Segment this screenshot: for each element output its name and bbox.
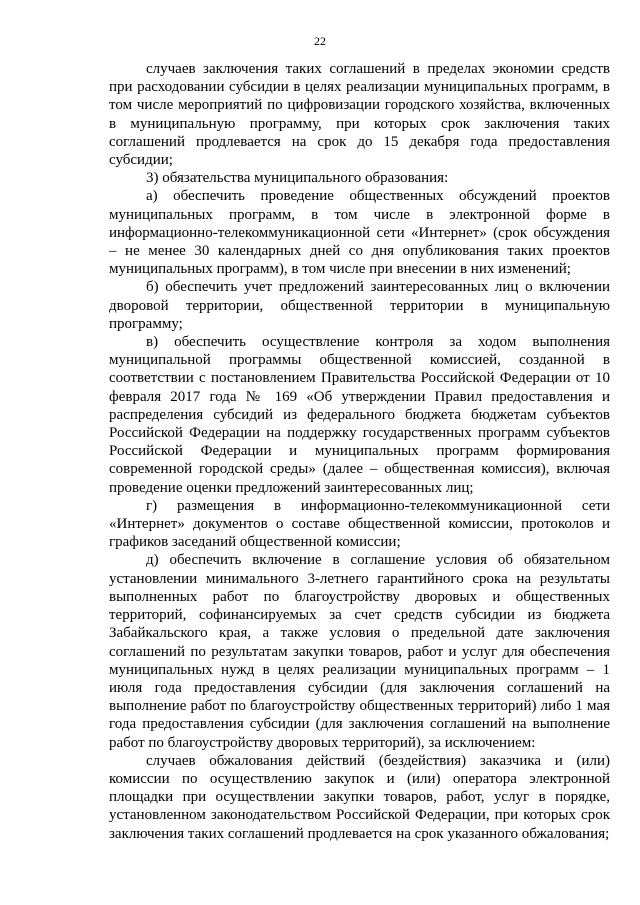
paragraph-obligation-a: а) обеспечить проведение общественных обсуждений проектов муниципальных программ, в том числе в электронной форме в информационно-телекоммуникационной сети «Интернет» (срок обсуждения – не менее 30 календарных дней со дня опубликования таких проектов муниципальных программ), в том числе при внесении в них изменений;: [109, 188, 610, 278]
paragraph-obligations-heading: 3) обязательства муниципального образования:: [146, 170, 449, 187]
paragraph-obligation-d: д) обеспечить включение в соглашение условия об обязательном установлении минимального 3-летнего гарантийного срока на результаты выполненных работ по благоустройству дворовых и общественных территорий, софинансируемых за счет средств субсидии из бюджета Забайкальского края, а также условия о предельной дате заключения соглашений по результатам закупки товаров, работ и услуг для обеспечения муниципальных нужд в целях реализации муниципальных программ – 1 июля года предоставления субсидии (для заключения соглашений на выполнение работ по благоустройству общественных территорий) либо 1 мая года предоставления субсидии (для заключения соглашений на выполнение работ по благоустройству дворовых территорий), за исключением:: [109, 552, 610, 751]
paragraph-obligation-b: б) обеспечить учет предложений заинтересованных лиц о включении дворовой территории, общественной территории в муниципальную программу;: [109, 279, 610, 332]
paragraph-exceptions-economy: случаев заключения таких соглашений в пределах экономии средств при расходовании субсидии в целях реализации муниципальных программ, в том числе мероприятий по цифровизации городского хозяйства, включенных в муниципальную программу, при которых срок заключения таких соглашений продлевается на срок до 15 декабря года предоставления субсидии;: [109, 61, 610, 169]
page-number: 22: [314, 34, 326, 48]
paragraph-obligation-g: г) размещения в информационно-телекоммуникационной сети «Интернет» документов о составе общественной комиссии, протоколов и графиков заседаний общественной комиссии;: [109, 497, 610, 551]
document-body: [109, 60, 610, 843]
paragraph-obligation-v: в) обеспечить осуществление контроля за ходом выполнения муниципальной программы общественной комиссией, созданной в соответствии с постановлением Правительства Российской Федерации от 10 февраля 2017 года № 169 «Об утверждении Правил предоставления и распределения субсидий из федерального бюджета бюджетам субъектов Российской Федерации на поддержку государственных программ субъектов Российской Федерации и муниципальных программ формирования современной городской среды» (далее – общественная комиссия), включая проведение оценки предложений заинтересованных лиц;: [109, 334, 610, 496]
paragraph-exceptions-appeal: случаев обжалования действий (бездействия) заказчика и (или) комиссии по осуществлению закупок и (или) оператора электронной площадки при осуществлении закупки товаров, работ, услуг в порядке, установленном законодательством Российской Федерации, при которых срок заключения таких соглашений продлевается на срок указанного обжалования;: [109, 752, 610, 842]
